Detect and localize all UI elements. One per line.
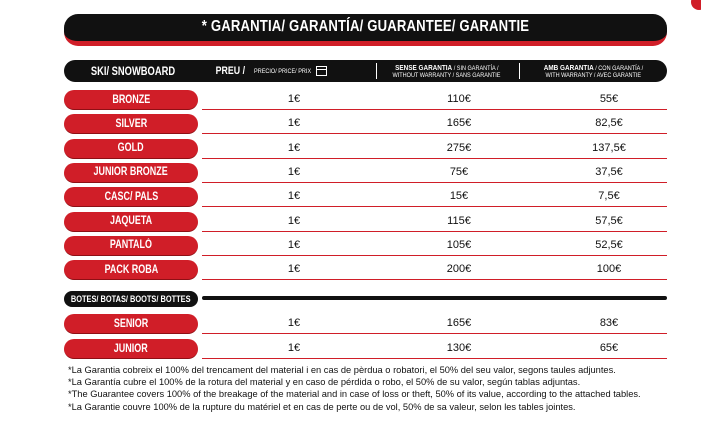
row-divider (202, 333, 667, 334)
note-spanish: *La Garantía cubre el 100% de la rotura del material y en caso de pérdida o robo, el 50% de su valor, según tablas adjuntas. (68, 377, 581, 388)
calendar-icon (316, 66, 327, 76)
row-label (64, 187, 198, 207)
row-divider (202, 255, 667, 256)
with-warranty-cell: 137,5€ (592, 141, 626, 154)
row-label-text: JUNIOR BRONZE (93, 166, 169, 179)
table-row (64, 163, 667, 183)
row-label (64, 260, 198, 280)
header-category (64, 60, 202, 82)
row-label (64, 90, 198, 110)
row-label (64, 314, 198, 334)
price-cell: 1€ (287, 190, 301, 203)
header-col2-line2: WITHOUT WARRANTY / SANS GARANTIE (393, 71, 501, 79)
with-warranty-cell: 65€ (599, 342, 619, 354)
header-category-label: SKI/ SNOWBOARD (90, 64, 176, 78)
without-warranty-cell: 15€ (449, 190, 469, 203)
row-label-text: JUNIOR (114, 342, 148, 355)
with-warranty-cell: 82,5€ (595, 117, 623, 130)
header-col3-line2: WITH WARRANTY / AVEC GARANTIE (545, 71, 641, 79)
title-banner (64, 14, 667, 46)
without-warranty-cell: 130€ (446, 342, 472, 354)
with-warranty-cell: 7,5€ (598, 190, 620, 203)
price-cell: 1€ (287, 165, 301, 178)
boots-section-divider (64, 291, 667, 307)
row-label-text: SILVER (115, 117, 147, 130)
row-label (64, 139, 198, 159)
row-divider (202, 358, 667, 359)
price-cell: 1€ (287, 317, 301, 329)
without-warranty-cell: 165€ (446, 117, 472, 130)
row-divider (202, 206, 667, 207)
header-with-warranty (519, 60, 667, 82)
table-row (64, 114, 667, 134)
with-warranty-cell: 55€ (599, 93, 619, 105)
header-price (212, 60, 392, 82)
boots-section-label (64, 291, 198, 307)
table-row (64, 187, 667, 207)
note-french: *La Garantie couvre 100% de la rupture du matériel et en cas de perte ou de vol, 50% de sa valeur, selon les tables jointes. (68, 401, 576, 412)
table-row (64, 90, 667, 110)
row-divider (202, 231, 667, 232)
without-warranty-cell: 75€ (449, 165, 469, 178)
without-warranty-cell: 200€ (446, 263, 472, 276)
boots-section-text: BOTES/ BOTAS/ BOOTS/ BOTTES (71, 293, 191, 305)
price-cell: 1€ (287, 214, 301, 227)
corner-decoration (691, 0, 701, 10)
row-label (64, 114, 198, 134)
with-warranty-cell: 52,5€ (595, 238, 623, 251)
guarantee-notes (68, 364, 698, 413)
row-divider (202, 182, 667, 183)
without-warranty-cell: 165€ (446, 317, 472, 329)
without-warranty-cell: 105€ (446, 238, 472, 251)
with-warranty-cell: 83€ (599, 317, 619, 329)
header-col3-sub: / CON GARANTÍA / (593, 64, 643, 72)
price-cell: 1€ (287, 93, 301, 105)
header-price-sub: PRECIO/ PRICE/ PRIX (253, 67, 311, 75)
row-label-text: GOLD (118, 142, 144, 155)
with-warranty-cell: 100€ (596, 263, 622, 276)
without-warranty-cell: 275€ (446, 141, 472, 154)
table-row (64, 314, 667, 334)
price-cell: 1€ (287, 238, 301, 251)
row-label-text: BRONZE (112, 93, 150, 106)
table-header (64, 60, 667, 82)
row-label (64, 163, 198, 183)
table-row (64, 212, 667, 232)
price-cell: 1€ (287, 263, 301, 276)
row-label (64, 339, 198, 359)
row-label-text: SENIOR (113, 317, 149, 330)
row-label (64, 212, 198, 232)
note-english: *The Guarantee covers 100% of the breakage of the material and in case of loss or theft, 50% of its value, according to the attached tables. (68, 389, 641, 400)
header-col3-main: AMB GARANTIA (543, 62, 594, 72)
price-cell: 1€ (287, 342, 301, 354)
header-price-main: PREU / (215, 65, 246, 77)
row-divider (202, 158, 667, 159)
table-row (64, 236, 667, 256)
table-row (64, 139, 667, 159)
header-col2-main: SENSE GARANTIA (395, 62, 453, 72)
section-bar (202, 296, 667, 300)
row-divider (202, 279, 667, 280)
row-label-text: PACK ROBA (104, 263, 158, 276)
without-warranty-cell: 110€ (447, 93, 471, 105)
row-label (64, 236, 198, 256)
with-warranty-cell: 37,5€ (595, 165, 623, 178)
row-label-text: PANTALÓ (109, 239, 153, 252)
without-warranty-cell: 115€ (447, 214, 471, 227)
page-title: * GARANTIA/ GARANTÍA/ GUARANTEE/ GARANTIE (201, 18, 530, 35)
header-col2-sub: / SIN GARANTÍA / (452, 64, 499, 72)
row-label-text: JAQUETA (109, 215, 153, 227)
row-divider (202, 109, 667, 110)
table-row (64, 260, 667, 280)
header-without-warranty (376, 60, 518, 82)
table-row (64, 339, 667, 359)
with-warranty-cell: 57,5€ (595, 214, 623, 227)
note-catalan: *La Garantia cobreix el 100% del trencament del material i en cas de pèrdua o robatori, el 50% del seu valor, segons taules adjuntes. (68, 365, 616, 375)
row-divider (202, 133, 667, 134)
row-label-text: CASC/ PALS (104, 190, 158, 203)
price-cell: 1€ (287, 117, 301, 130)
price-cell: 1€ (287, 141, 301, 154)
